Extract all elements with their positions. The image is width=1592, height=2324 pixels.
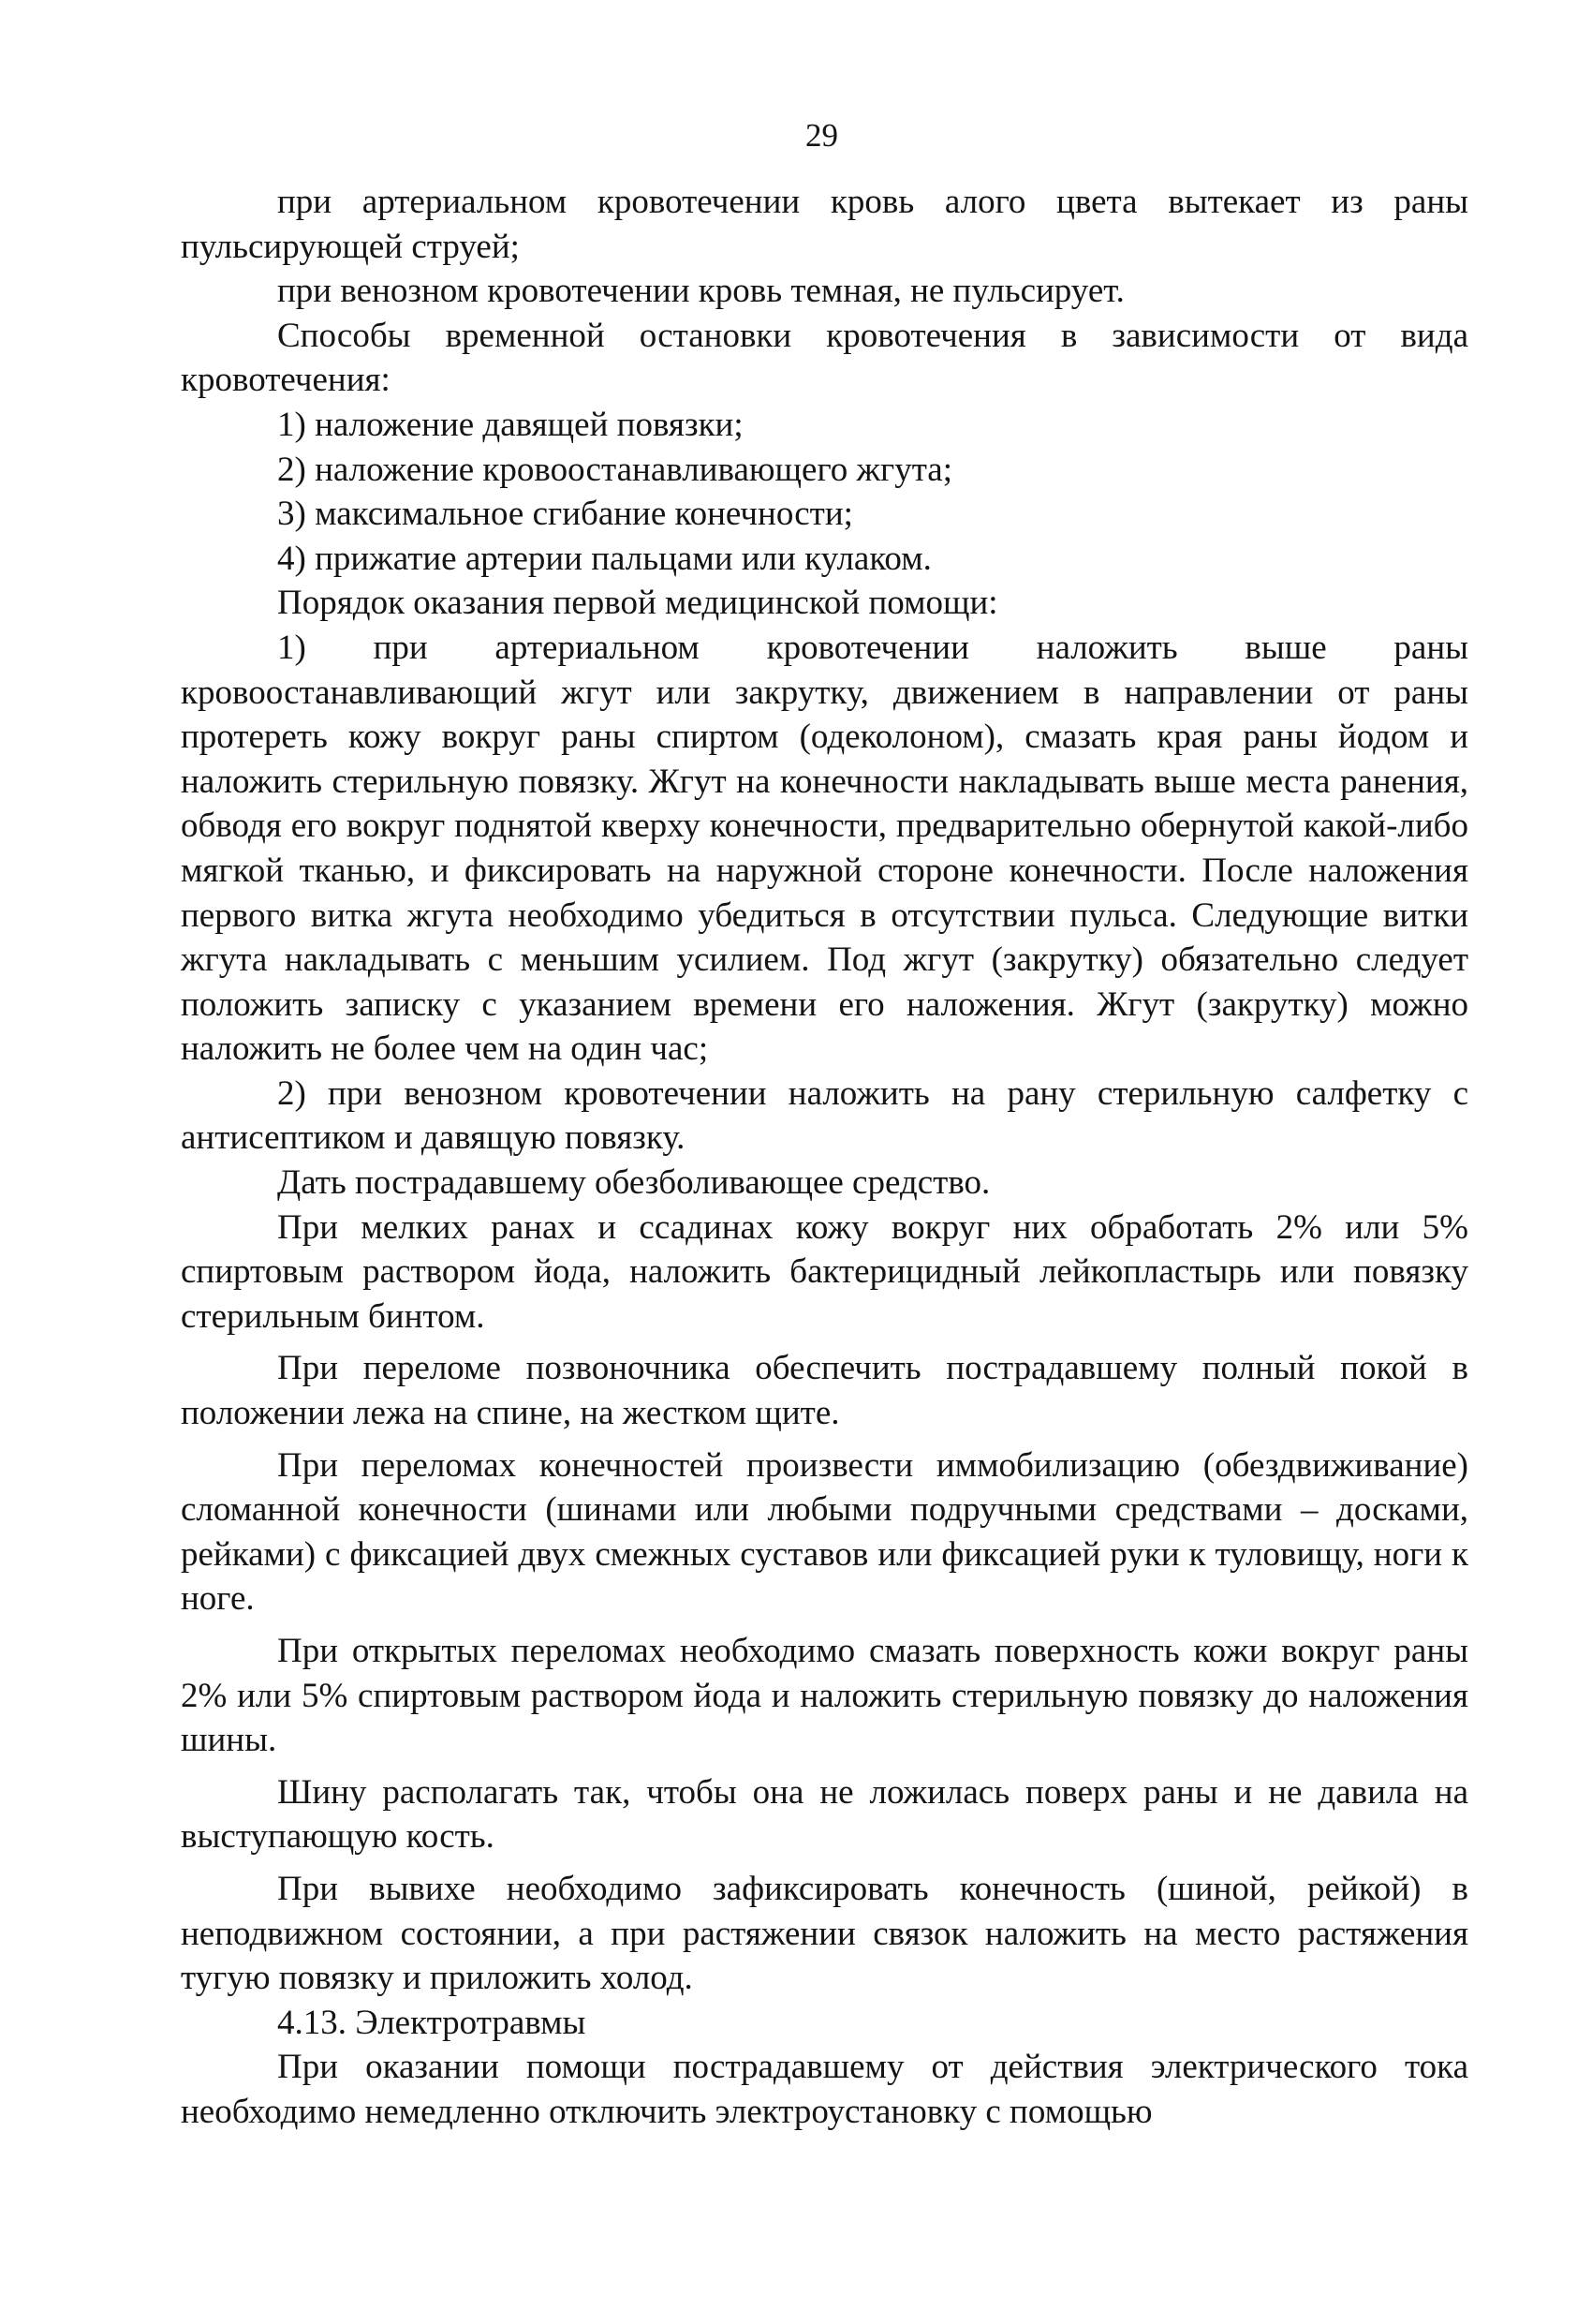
paragraph-spine-fracture: При переломе позвоночника обеспечить пострадавшему полный покой в положении лежа на спине, на жестком щите. — [181, 1349, 1468, 1433]
document-body — [181, 180, 1468, 2135]
paragraph-first-aid-order: Порядок оказания первой медицинской помощи: — [277, 584, 998, 623]
paragraph-venous-bleeding: при венозном кровотечении кровь темная, не пульсирует. — [277, 272, 1125, 311]
paragraph-arterial-first-aid: 1) при артериальном кровотечении наложить выше раны кровоостанавливающий жгут или закрутку, движением в направлении от раны протереть кожу вокруг раны спиртом (одеколоном), смазать края раны йодом и наложить стерильную повязку. Жгут на конечности накладывать выше места ранения, обводя его вокруг поднятой кверху конечности, предварительно обернутой какой-либо мягкой тканью, и фиксировать на наружной стороне конечности. После наложения первого витка жгута необходимо убедиться в отсутствии пульса. Следующие витки жгута накладывать с меньшим усилием. Под жгут (закрутку) обязательно следует положить записку с указанием времени его наложения. Жгут (закрутку) можно наложить не более чем на один час; — [181, 628, 1468, 1069]
paragraph-open-fractures: При открытых переломах необходимо смазать поверхность кожи вокруг раны 2% или 5% спиртовым раствором йода и наложить стерильную повязку до наложения шины. — [181, 1632, 1468, 1760]
paragraph-painkiller: Дать пострадавшему обезболивающее средство. — [277, 1163, 991, 1203]
paragraph-limb-fractures: При переломах конечностей произвести иммобилизацию (обездвиживание) сломанной конечности (шинами или любыми подручными средствами – досками, рейками) с фиксацией двух смежных суставов или фиксацией руки к туловищу, ноги к ноге. — [181, 1445, 1468, 1619]
paragraph-arterial-bleeding: при артериальном кровотечении кровь алого цвета вытекает из раны пульсирующей струей; — [181, 183, 1468, 266]
paragraph-dislocation: При вывихе необходимо зафиксировать конечность (шиной, рейкой) в неподвижном состоянии, а при растяжении связок наложить на место растяжения тугую повязку и приложить холод. — [181, 1869, 1468, 1998]
section-heading-electrical-injuries: 4.13. Электротравмы — [277, 2003, 586, 2042]
list-item-pressure-bandage: 1) наложение давящей повязки; — [277, 405, 744, 444]
list-item-tourniquet: 2) наложение кровоостанавливающего жгута; — [277, 450, 953, 489]
paragraph-small-wounds: При мелких ранах и ссадинах кожу вокруг них обработать 2% или 5% спиртовым раствором йода, наложить бактерицидный лейкопластырь или повязку стерильным бинтом. — [181, 1207, 1468, 1336]
list-item-limb-flexion: 3) максимальное сгибание конечности; — [277, 495, 853, 534]
paragraph-electric-shock: При оказании помощи пострадавшему от действия электрического тока необходимо немедленно отключить электроустановку с помощью — [181, 2048, 1468, 2131]
paragraph-splint-placement: Шину располагать так, чтобы она не ложилась поверх раны и не давила на выступающую кость. — [181, 1772, 1468, 1857]
page-number: 29 — [805, 117, 838, 154]
paragraph-venous-first-aid: 2) при венозном кровотечении наложить на рану стерильную салфетку с антисептиком и давящую повязку. — [181, 1073, 1468, 1158]
paragraph-methods-intro: Способы временной остановки кровотечения в зависимости от вида кровотечения: — [181, 316, 1468, 400]
list-item-artery-pressing: 4) прижатие артерии пальцами или кулаком. — [277, 539, 932, 578]
